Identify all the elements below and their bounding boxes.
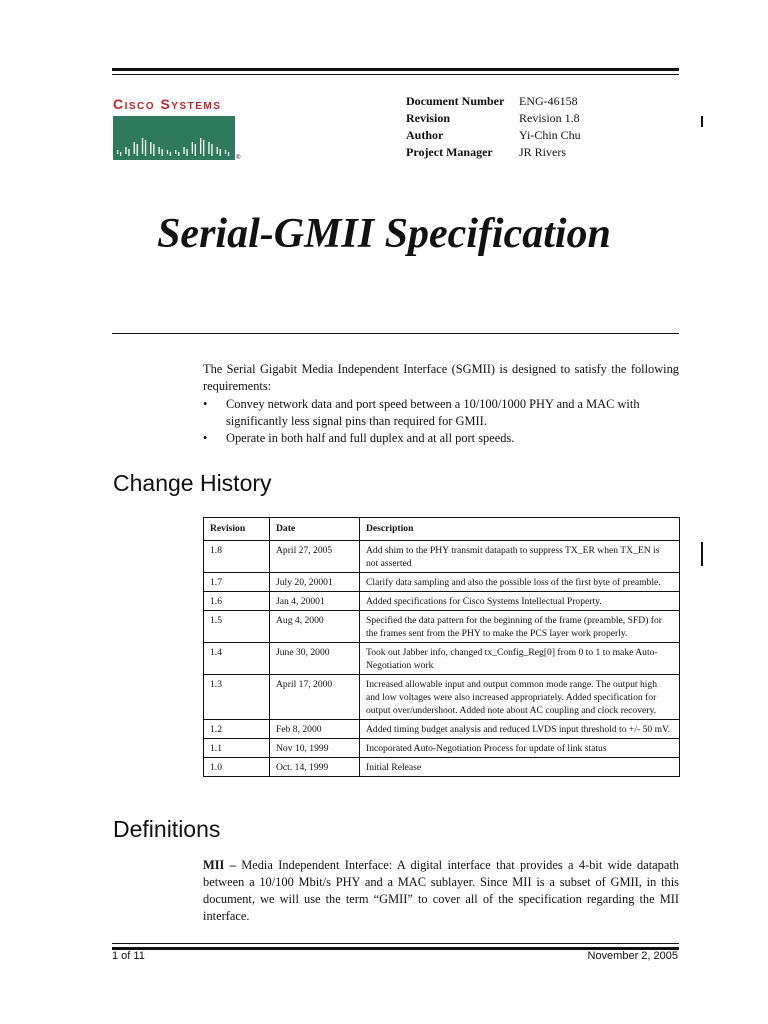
cell-description: Add shim to the PHY transmit datapath to suppress TX_ER when TX_EN is not asserted <box>360 541 680 573</box>
meta-label: Document Number <box>406 94 505 108</box>
cell-date: July 20, 20001 <box>270 573 360 592</box>
logo-bar <box>150 142 151 154</box>
logo-bar <box>159 147 160 154</box>
meta-value: Revision 1.8 <box>519 111 580 125</box>
document-title: Serial-GMII Specification <box>157 211 611 257</box>
bullet: • <box>203 397 208 411</box>
logo-bar <box>211 144 212 156</box>
logo-bar <box>145 140 146 156</box>
document-metadata <box>406 93 581 161</box>
cisco-bridge-logo-icon <box>113 116 243 160</box>
meta-label: Project Manager <box>406 145 493 159</box>
logo-bar <box>167 150 168 154</box>
logo-bar <box>192 142 193 154</box>
cell-date: June 30, 2000 <box>270 643 360 675</box>
footer-rule-thin <box>112 943 679 944</box>
cell-revision: 1.8 <box>204 541 270 573</box>
logo-bar <box>162 149 163 156</box>
bullet: • <box>203 431 208 445</box>
logo-bar <box>195 144 196 156</box>
logo-bar <box>203 140 204 156</box>
cell-description: Took out Jabber info, changed tx_Config_Reg[0] from 0 to 1 to make Auto-Negotiation work <box>360 643 680 675</box>
requirements-list <box>203 396 679 447</box>
top-rule-thin <box>112 74 679 75</box>
logo-bar <box>225 150 226 154</box>
cell-revision: 1.6 <box>204 592 270 611</box>
logo-bar <box>170 152 171 156</box>
change-history-heading: Change History <box>113 470 272 496</box>
cell-date: Aug 4, 2000 <box>270 611 360 643</box>
table-row <box>204 758 680 777</box>
logo-bar <box>134 142 135 154</box>
meta-label: Author <box>406 128 444 142</box>
table-row <box>204 573 680 592</box>
list-item-text: Convey network data and port speed between a 10/100/1000 PHY and a MAC with significantly less signal pins than required for GMII. <box>226 397 640 428</box>
footer-date: November 2, 2005 <box>587 950 678 962</box>
change-bar <box>701 116 703 127</box>
cell-revision: 1.4 <box>204 643 270 675</box>
table-row <box>204 739 680 758</box>
logo-bar <box>117 150 118 154</box>
column-header: Date <box>270 518 360 541</box>
logo-bar <box>137 144 138 156</box>
cell-revision: 1.3 <box>204 675 270 720</box>
cell-description: Added specifications for Cisco Systems Intellectual Property. <box>360 592 680 611</box>
logo-bar <box>178 152 179 156</box>
logo-bar <box>208 142 209 154</box>
registered-mark: ® <box>236 155 241 160</box>
cell-date: Jan 4, 20001 <box>270 592 360 611</box>
list-item <box>203 396 679 430</box>
cell-date: Nov 10, 1999 <box>270 739 360 758</box>
change-history-table <box>203 517 680 777</box>
logo-bar <box>183 147 184 154</box>
logo-bar <box>125 147 126 154</box>
definition-term: MII – <box>203 858 236 872</box>
intro-section <box>203 361 679 447</box>
page-number: 1 of 11 <box>112 950 145 962</box>
meta-row-project-manager <box>406 144 581 161</box>
meta-value: JR Rivers <box>519 145 567 159</box>
cell-revision: 1.0 <box>204 758 270 777</box>
cell-description: Specified the data pattern for the beginning of the frame (preamble, SFD) for the frames sent from the PHY to make the PCS layer work properly. <box>360 611 680 643</box>
cell-description: Incoporated Auto-Negotiation Process for update of link status <box>360 739 680 758</box>
meta-label: Revision <box>406 111 451 125</box>
definition-item <box>203 857 679 925</box>
cell-revision: 1.5 <box>204 611 270 643</box>
cell-description: Clarify data sampling and also the possible loss of the first byte of preamble. <box>360 573 680 592</box>
logo-bar <box>128 149 129 156</box>
logo-wordmark: Cisco Systems <box>113 96 222 112</box>
meta-value: ENG-46158 <box>519 94 578 108</box>
logo-bar <box>120 152 121 156</box>
logo-bar <box>220 149 221 156</box>
table-row <box>204 611 680 643</box>
logo-bar <box>200 138 201 154</box>
cell-date: April 17, 2000 <box>270 675 360 720</box>
table-row <box>204 541 680 573</box>
logo-bar <box>217 147 218 154</box>
cell-date: April 27, 2005 <box>270 541 360 573</box>
meta-row-revision <box>406 110 581 127</box>
definitions-heading: Definitions <box>113 816 221 842</box>
cell-description: Initial Release <box>360 758 680 777</box>
cell-description: Added timing budget analysis and reduced LVDS input threshold to +/- 50 mV. <box>360 720 680 739</box>
cell-description: Increased allowable input and output common mode range. The output high and low voltages were also increased appropriately. Added specification for output over/undershoot. Added note about AC coupling and clock recovery. <box>360 675 680 720</box>
table-row <box>204 592 680 611</box>
table-row <box>204 720 680 739</box>
logo-bar <box>186 149 187 156</box>
column-header: Description <box>360 518 680 541</box>
definition-text: Media Independent Interface: A digital interface that provides a 4-bit wide datapath between a 10/100 Mbit/s PHY and a MAC sublayer. Since MII is a subset of GMII, in this document, we will use the term “GMII” to cover all of the specification regarding the MII interface. <box>203 858 679 923</box>
meta-value: Yi-Chin Chu <box>519 128 581 142</box>
cell-revision: 1.1 <box>204 739 270 758</box>
logo-bar <box>153 144 154 156</box>
cell-date: Feb 8, 2000 <box>270 720 360 739</box>
cisco-systems-logo <box>113 96 243 164</box>
table-row <box>204 675 680 720</box>
table-row <box>204 643 680 675</box>
column-header: Revision <box>204 518 270 541</box>
change-bar <box>701 542 703 566</box>
logo-bar <box>228 152 229 156</box>
table-header-row <box>204 518 680 541</box>
list-item-text: Operate in both half and full duplex and at all port speeds. <box>226 431 515 445</box>
cell-revision: 1.2 <box>204 720 270 739</box>
logo-bar <box>175 150 176 154</box>
section-rule <box>112 333 679 334</box>
intro-paragraph: The Serial Gigabit Media Independent Interface (SGMII) is designed to satisfy the following requirements: <box>203 362 679 393</box>
meta-row-document-number <box>406 93 581 110</box>
list-item <box>203 430 679 447</box>
cell-revision: 1.7 <box>204 573 270 592</box>
meta-row-author <box>406 127 581 144</box>
logo-bar <box>142 138 143 154</box>
top-rule-thick <box>112 68 679 71</box>
cell-date: Oct. 14, 1999 <box>270 758 360 777</box>
